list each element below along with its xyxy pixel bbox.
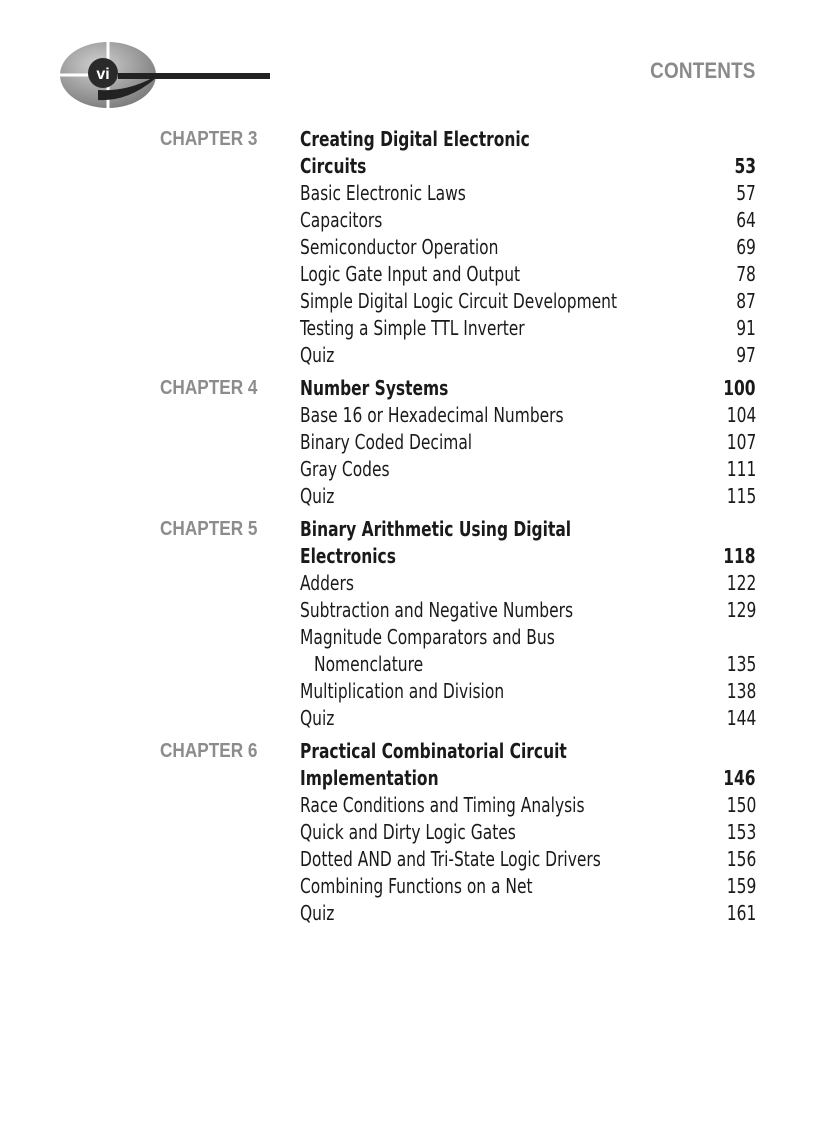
toc-entry[interactable] [0, 261, 816, 288]
toc-entry[interactable] [0, 207, 816, 234]
toc-entry-title: Combining Functions on a Net [300, 874, 533, 898]
toc-entry[interactable] [0, 483, 816, 510]
toc-entry[interactable] [0, 873, 816, 900]
toc-entry[interactable] [0, 624, 816, 651]
chapter-title: Practical Combinatorial Circuit [300, 739, 567, 763]
chapter-label: CHAPTER 3 [160, 128, 258, 150]
toc-entry[interactable] [0, 678, 816, 705]
toc-entry-page: 135 [726, 652, 756, 676]
chapter-block [0, 738, 816, 927]
toc-entry[interactable] [0, 180, 816, 207]
running-head: CONTENTS [650, 58, 756, 83]
chapter-title-row[interactable] [0, 153, 816, 180]
toc-entry[interactable] [0, 456, 816, 483]
toc-entry-title: Logic Gate Input and Output [300, 262, 521, 286]
chapter-page-number: 118 [723, 544, 756, 568]
chapter-label: CHAPTER 6 [160, 740, 258, 762]
toc-entry-page: 122 [726, 571, 756, 595]
toc-entry-title: Magnitude Comparators and Bus [300, 625, 555, 649]
toc-entry[interactable] [0, 315, 816, 342]
chapter-block [0, 516, 816, 732]
toc-entry[interactable] [0, 597, 816, 624]
toc-entry-title: Multiplication and Division [300, 679, 505, 703]
toc-entry[interactable] [0, 429, 816, 456]
toc-entry-page: 69 [736, 235, 756, 259]
toc-entry[interactable] [0, 792, 816, 819]
toc-entry[interactable] [0, 900, 816, 927]
toc-entry-title: Quiz [300, 343, 335, 367]
toc-entry[interactable] [0, 402, 816, 429]
page-number-emblem [58, 40, 273, 110]
chapter-title-row[interactable] [0, 765, 816, 792]
chapter-title: Implementation [300, 766, 439, 790]
toc-entry[interactable] [0, 342, 816, 369]
toc-entry-page: 57 [736, 181, 756, 205]
toc-entry-page: 107 [726, 430, 756, 454]
toc-entry-page: 144 [726, 706, 756, 730]
chapter-page-number: 146 [723, 766, 756, 790]
chapter-block [0, 375, 816, 510]
toc-entry-title: Adders [300, 571, 354, 595]
toc-entry-title: Capacitors [300, 208, 383, 232]
toc-entry[interactable] [0, 288, 816, 315]
toc-entry-page: 115 [726, 484, 756, 508]
toc-entry-title: Base 16 or Hexadecimal Numbers [300, 403, 564, 427]
toc-entry-title: Testing a Simple TTL Inverter [300, 316, 525, 340]
toc-entry[interactable] [0, 705, 816, 732]
toc-entry-page: 104 [726, 403, 756, 427]
chapter-page-number: 100 [723, 376, 756, 400]
toc-entry-page: 111 [726, 457, 756, 481]
toc-entry[interactable] [0, 846, 816, 873]
chapter-title: Number Systems [300, 376, 449, 400]
chapter-title-row[interactable] [0, 126, 816, 153]
page-number: vi [96, 66, 110, 83]
toc-entry-page: 159 [726, 874, 756, 898]
chapter-title-row[interactable] [0, 375, 816, 402]
toc-entry[interactable] [0, 570, 816, 597]
chapter-title: Creating Digital Electronic [300, 127, 530, 151]
toc-entry-page: 91 [736, 316, 756, 340]
toc-entry-title: Binary Coded Decimal [300, 430, 473, 454]
toc-entry-title: Simple Digital Logic Circuit Development [300, 289, 618, 313]
toc-entry-title: Race Conditions and Timing Analysis [300, 793, 585, 817]
toc-entry-page: 97 [736, 343, 756, 367]
toc-entry-page: 153 [726, 820, 756, 844]
table-of-contents [0, 126, 816, 933]
toc-entry-title: Nomenclature [314, 652, 424, 676]
toc-entry-title: Subtraction and Negative Numbers [300, 598, 574, 622]
toc-entry-title: Dotted AND and Tri-State Logic Drivers [300, 847, 601, 871]
chapter-title-row[interactable] [0, 543, 816, 570]
toc-entry[interactable] [0, 234, 816, 261]
chapter-page-number: 53 [734, 154, 756, 178]
emblem-rule [118, 73, 270, 79]
toc-entry-page: 64 [736, 208, 756, 232]
toc-entry-page: 156 [726, 847, 756, 871]
toc-entry-title: Quiz [300, 484, 335, 508]
chapter-block [0, 126, 816, 369]
toc-entry-title: Quiz [300, 901, 335, 925]
chapter-label: CHAPTER 4 [160, 377, 258, 399]
chapter-title-row[interactable] [0, 738, 816, 765]
toc-entry[interactable] [0, 651, 816, 678]
toc-entry-page: 150 [726, 793, 756, 817]
chapter-label: CHAPTER 5 [160, 518, 258, 540]
toc-entry-title: Gray Codes [300, 457, 390, 481]
toc-entry-page: 161 [726, 901, 756, 925]
toc-entry-title: Quiz [300, 706, 335, 730]
chapter-title: Electronics [300, 544, 396, 568]
toc-entry[interactable] [0, 819, 816, 846]
toc-entry-page: 87 [736, 289, 756, 313]
chapter-title: Circuits [300, 154, 367, 178]
toc-entry-title: Quick and Dirty Logic Gates [300, 820, 516, 844]
toc-entry-page: 129 [726, 598, 756, 622]
chapter-title-row[interactable] [0, 516, 816, 543]
toc-entry-title: Basic Electronic Laws [300, 181, 466, 205]
toc-entry-page: 138 [726, 679, 756, 703]
toc-entry-page: 78 [736, 262, 756, 286]
toc-entry-title: Semiconductor Operation [300, 235, 499, 259]
chapter-title: Binary Arithmetic Using Digital [300, 517, 572, 541]
